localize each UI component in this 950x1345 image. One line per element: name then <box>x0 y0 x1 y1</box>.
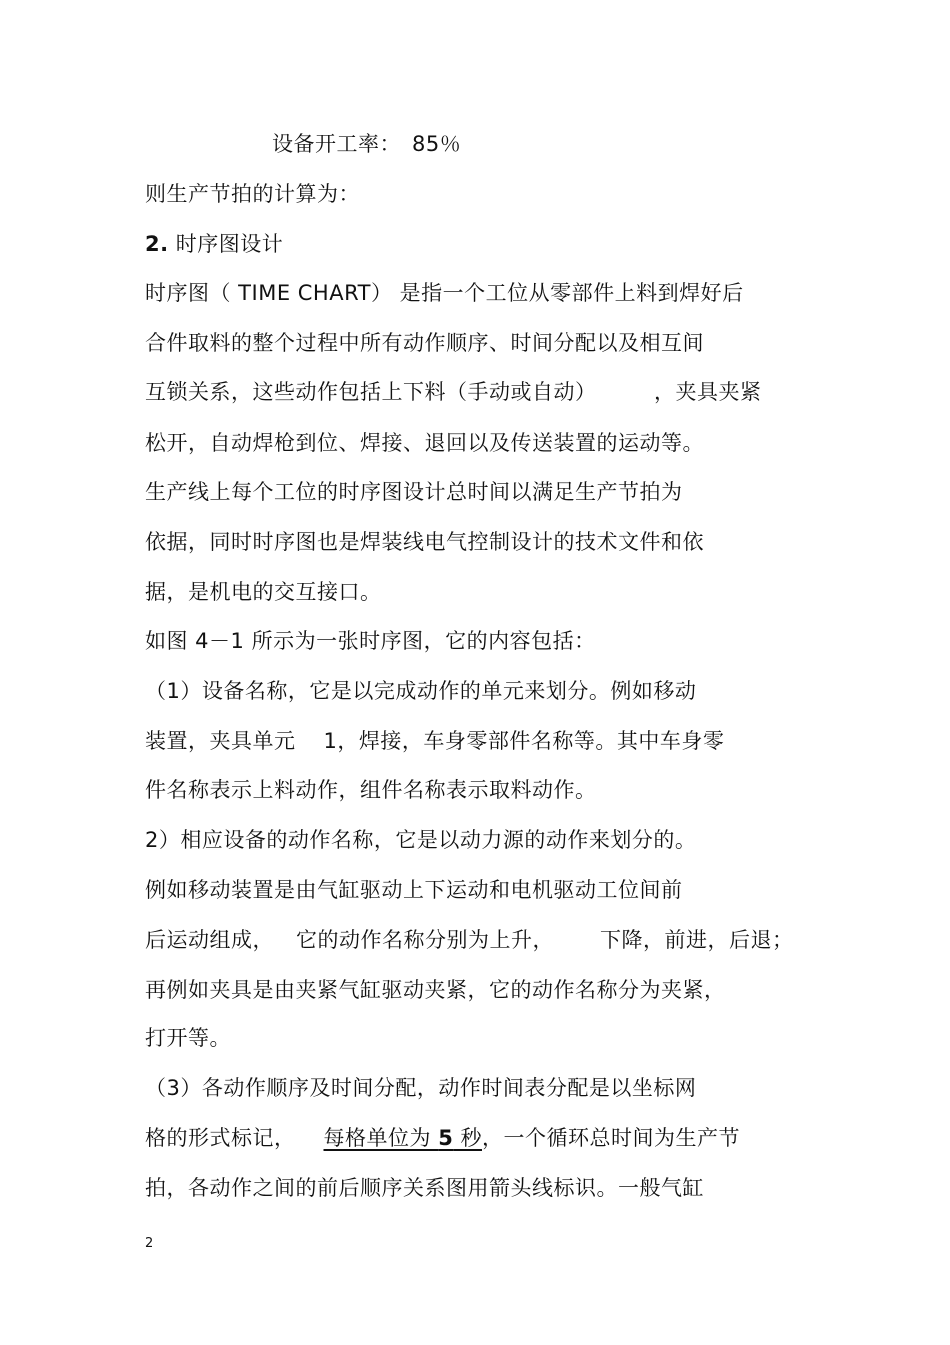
text-line: 据，是机电的交互接口。 <box>145 580 382 604</box>
text-segment: 装置，夹具单元 <box>145 729 296 753</box>
text-line <box>145 1124 740 1152</box>
text-line <box>145 378 762 406</box>
text-line: 件名称表示上料动作，组件名称表示取料动作。 <box>145 778 597 802</box>
section-number: 2. <box>145 232 169 256</box>
text-line: 生产线上每个工位的时序图设计总时间以满足生产节拍为 <box>145 480 683 504</box>
underlined-number: 5 <box>438 1126 454 1150</box>
text-segment: 下降，前进，后退； <box>600 928 794 952</box>
page-number: 2 <box>145 1236 154 1251</box>
text-line-takt-calc: 则生产节拍的计算为： <box>145 182 360 206</box>
text-line <box>145 727 724 755</box>
text-segment: 后运动组成， <box>145 928 274 952</box>
text-segment: ，一个循环总时间为生产节 <box>482 1126 740 1150</box>
text-line: （3）各动作顺序及时间分配，动作时间表分配是以坐标网 <box>145 1076 697 1100</box>
text-segment: 互锁关系，这些动作包括上下料（手动或自动） <box>145 380 586 404</box>
text-line: （1）设备名称，它是以完成动作的单元来划分。例如移动 <box>145 679 697 703</box>
text-line: 例如移动装置是由气缸驱动上下运动和电机驱动工位间前 <box>145 878 683 902</box>
text-line: 合件取料的整个过程中所有动作顺序、时间分配以及相互间 <box>145 331 704 355</box>
text-line: 2）相应设备的动作名称，它是以动力源的动作来划分的。 <box>145 828 697 852</box>
text-line: 打开等。 <box>145 1026 231 1050</box>
text-line: 松开，自动焊枪到位、焊接、退回以及传送装置的运动等。 <box>145 431 704 455</box>
text-segment: ，夹具夹紧 <box>654 380 762 404</box>
text-segment: 格的形式标记， <box>145 1126 296 1150</box>
text-segment: 它的动作名称分别为上升， <box>296 928 554 952</box>
text-line-equipment-rate: 设备开工率： 85％ <box>272 132 462 156</box>
text-line: 时序图（ TIME CHART） 是指一个工位从零部件上料到焊好后 <box>145 281 744 305</box>
underlined-segment: 每格单位为 <box>323 1126 439 1150</box>
text-line <box>145 926 794 954</box>
section-title: 时序图设计 <box>175 232 284 256</box>
text-segment: 1，焊接，车身零部件名称等。其中车身零 <box>323 729 725 753</box>
text-line: 依据，同时时序图也是焊装线电气控制设计的技术文件和依 <box>145 530 704 554</box>
underlined-segment: 秒 <box>453 1126 482 1150</box>
text-line: 再例如夹具是由夹紧气缸驱动夹紧，它的动作名称分为夹紧， <box>145 978 726 1002</box>
text-line: 如图 4－1 所示为一张时序图，它的内容包括： <box>145 629 596 653</box>
section-heading <box>145 230 283 258</box>
text-line: 拍，各动作之间的前后顺序关系图用箭头线标识。一般气缸 <box>145 1176 704 1200</box>
underlined-text <box>296 1126 483 1150</box>
